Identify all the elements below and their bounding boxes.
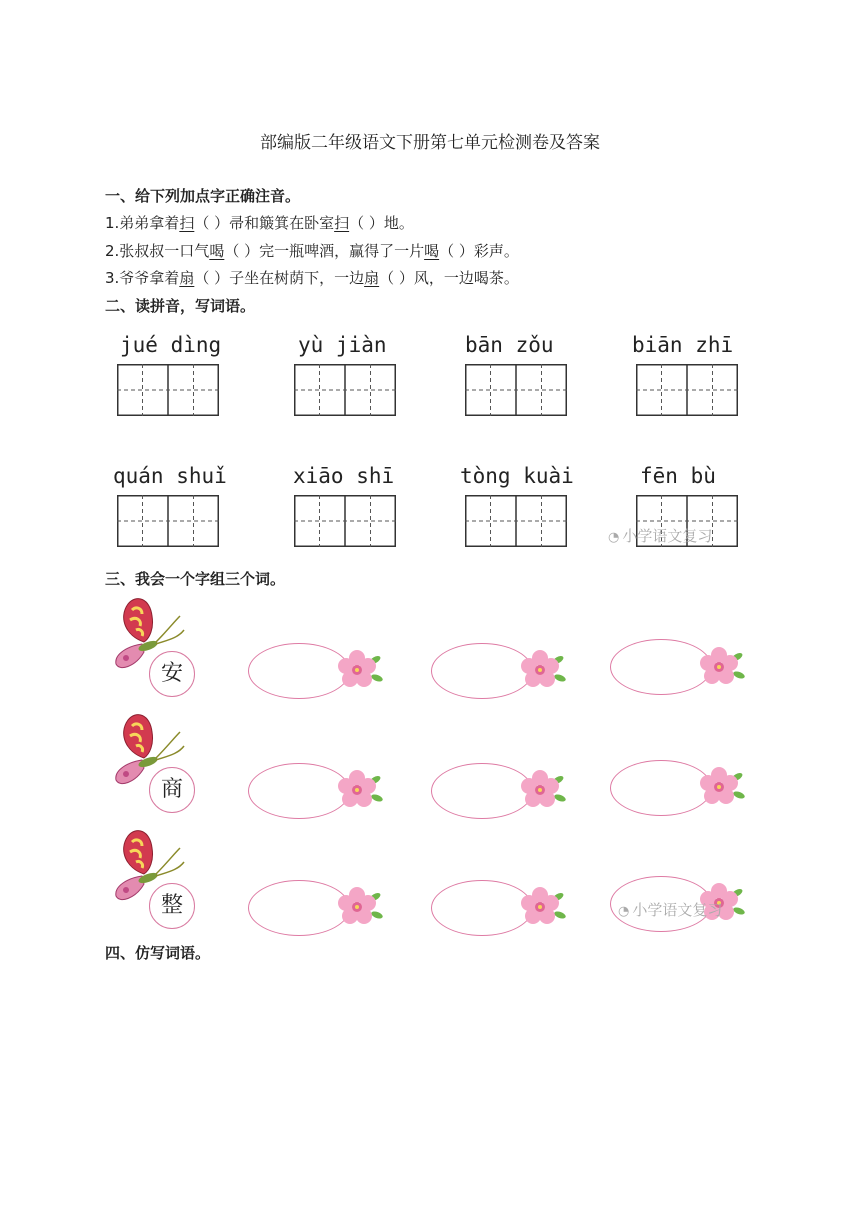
dotted-char: 扫 bbox=[179, 214, 195, 232]
question-line-1 bbox=[105, 212, 414, 233]
question-text: （ ）彩声。 bbox=[439, 242, 519, 260]
section-3-heading: 三、我会一个字组三个词。 bbox=[105, 570, 286, 588]
answer-oval[interactable] bbox=[248, 763, 350, 819]
flower-icon bbox=[699, 647, 745, 691]
dotted-char: 扇 bbox=[179, 269, 195, 287]
pinyin-label: xiāo shī bbox=[293, 464, 395, 488]
writing-grid[interactable] bbox=[117, 364, 219, 416]
question-line-2 bbox=[105, 240, 519, 261]
question-text: 3.爷爷拿着 bbox=[105, 269, 180, 287]
flower-icon bbox=[520, 650, 566, 694]
wechat-icon: ◔ bbox=[618, 904, 630, 919]
answer-oval[interactable] bbox=[610, 760, 712, 816]
pinyin-label: tòng kuài bbox=[460, 464, 574, 488]
dotted-char: 扇 bbox=[364, 269, 380, 287]
flower-icon bbox=[520, 887, 566, 931]
answer-oval[interactable] bbox=[431, 763, 533, 819]
flower-icon bbox=[699, 767, 745, 811]
question-text: （ ）地。 bbox=[349, 214, 414, 232]
question-text: （ ）帚和簸箕在卧室 bbox=[194, 214, 335, 232]
answer-oval[interactable] bbox=[431, 880, 533, 936]
question-line-3 bbox=[105, 267, 519, 288]
writing-grid[interactable] bbox=[294, 495, 396, 547]
pinyin-label: yù jiàn bbox=[298, 333, 387, 357]
pinyin-label: jué dìng bbox=[120, 333, 222, 357]
watermark bbox=[608, 525, 712, 546]
section-4-heading: 四、仿写词语。 bbox=[105, 944, 211, 962]
watermark bbox=[618, 899, 722, 920]
page-title: 部编版二年级语文下册第七单元检测卷及答案 bbox=[260, 133, 600, 153]
pinyin-label: quán shuǐ bbox=[113, 464, 227, 488]
target-char-circle: 整 bbox=[149, 883, 195, 929]
pinyin-label: fēn bù bbox=[640, 464, 716, 488]
question-text: 1.弟弟拿着 bbox=[105, 214, 180, 232]
flower-icon bbox=[337, 887, 383, 931]
dotted-char: 喝 bbox=[209, 242, 225, 260]
pinyin-label: bān zǒu bbox=[465, 333, 554, 357]
writing-grid[interactable] bbox=[294, 364, 396, 416]
target-char-circle: 商 bbox=[149, 767, 195, 813]
answer-oval[interactable] bbox=[610, 639, 712, 695]
writing-grid[interactable] bbox=[465, 495, 567, 547]
answer-oval[interactable] bbox=[431, 643, 533, 699]
question-text: 2.张叔叔一口气 bbox=[105, 242, 210, 260]
question-text: （ ）完一瓶啤酒，赢得了一片 bbox=[224, 242, 425, 260]
watermark-text: 小学语文复习 bbox=[622, 527, 713, 545]
answer-oval[interactable] bbox=[248, 880, 350, 936]
dotted-char: 扫 bbox=[334, 214, 350, 232]
flower-icon bbox=[337, 650, 383, 694]
section-2-heading: 二、读拼音，写词语。 bbox=[105, 297, 256, 315]
dotted-char: 喝 bbox=[424, 242, 440, 260]
pinyin-label: biān zhī bbox=[632, 333, 734, 357]
target-char-circle: 安 bbox=[149, 651, 195, 697]
flower-icon bbox=[337, 770, 383, 814]
question-text: （ ）风，一边喝茶。 bbox=[379, 269, 519, 287]
section-1-heading: 一、给下列加点字正确注音。 bbox=[105, 187, 301, 205]
watermark-text: 小学语文复习 bbox=[632, 901, 723, 919]
answer-oval[interactable] bbox=[248, 643, 350, 699]
flower-icon bbox=[520, 770, 566, 814]
writing-grid[interactable] bbox=[465, 364, 567, 416]
wechat-icon: ◔ bbox=[608, 530, 620, 545]
writing-grid[interactable] bbox=[117, 495, 219, 547]
question-text: （ ）子坐在树荫下，一边 bbox=[194, 269, 365, 287]
writing-grid[interactable] bbox=[636, 364, 738, 416]
